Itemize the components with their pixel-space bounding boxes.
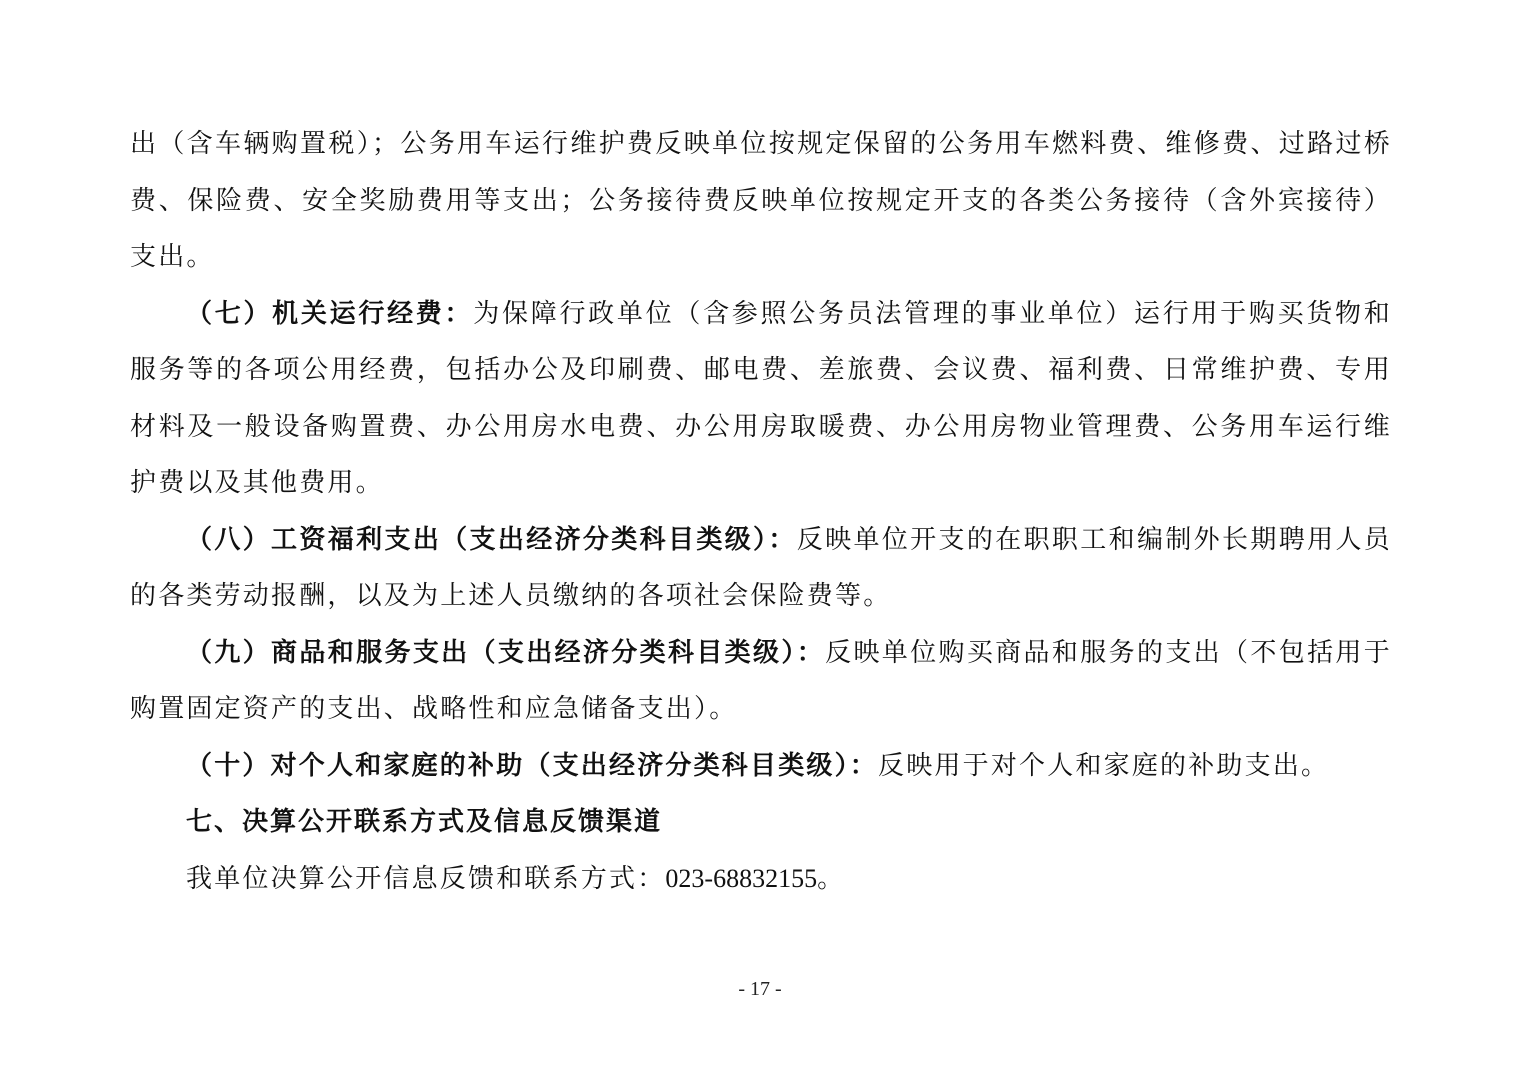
paragraph-household-subsidy bbox=[130, 738, 1392, 795]
document-body bbox=[130, 116, 1392, 907]
term-definition: 反映单位开支的在职职工和编制外长期聘用人员的各类劳动报酬，以及为上述人员缴纳的各项社会保险费等。 bbox=[130, 524, 1392, 611]
term-definition: 反映单位购买商品和服务的支出（不包括用于购置固定资产的支出、战略性和应急储备支出）。 bbox=[130, 637, 1392, 724]
paragraph-operating-expenses bbox=[130, 286, 1392, 512]
contact-end: 。 bbox=[817, 863, 846, 894]
term-definition: 为保障行政单位（含参照公务员法管理的事业单位）运行用于购买货物和服务等的各项公用经费，包括办公及印刷费、邮电费、差旅费、会议费、福利费、日常维护费、专用材料及一般设备购置费、办公用房水电费、办公用房取暖费、办公用房物业管理费、公务用车运行维护费以及其他费用。 bbox=[130, 298, 1392, 498]
term-label: （十）对个人和家庭的补助（支出经济分类科目类级）： bbox=[186, 750, 879, 781]
term-label: （七）机关运行经费： bbox=[186, 298, 474, 329]
term-label: （九）商品和服务支出（支出经济分类科目类级）： bbox=[186, 637, 826, 668]
term-definition: 反映用于对个人和家庭的补助支出。 bbox=[878, 750, 1330, 781]
section-heading: 七、决算公开联系方式及信息反馈渠道 bbox=[186, 807, 663, 837]
page-number: - 17 - bbox=[738, 978, 782, 1000]
paragraph-contact bbox=[130, 851, 1392, 908]
contact-label: 我单位决算公开信息反馈和联系方式： bbox=[186, 863, 666, 894]
paragraph-vehicle-expenses bbox=[130, 116, 1392, 286]
paragraph-goods-services bbox=[130, 625, 1392, 738]
contact-phone: 023-68832155 bbox=[665, 863, 818, 893]
paragraph-salary-welfare bbox=[130, 512, 1392, 625]
term-label: （八）工资福利支出（支出经济分类科目类级）： bbox=[186, 524, 797, 555]
paragraph-text: 出（含车辆购置税）；公务用车运行维护费反映单位按规定保留的公务用车燃料费、维修费、过路过桥费、保险费、安全奖励费用等支出；公务接待费反映单位按规定开支的各类公务接待（含外宾接待）支出。 bbox=[130, 129, 1392, 272]
